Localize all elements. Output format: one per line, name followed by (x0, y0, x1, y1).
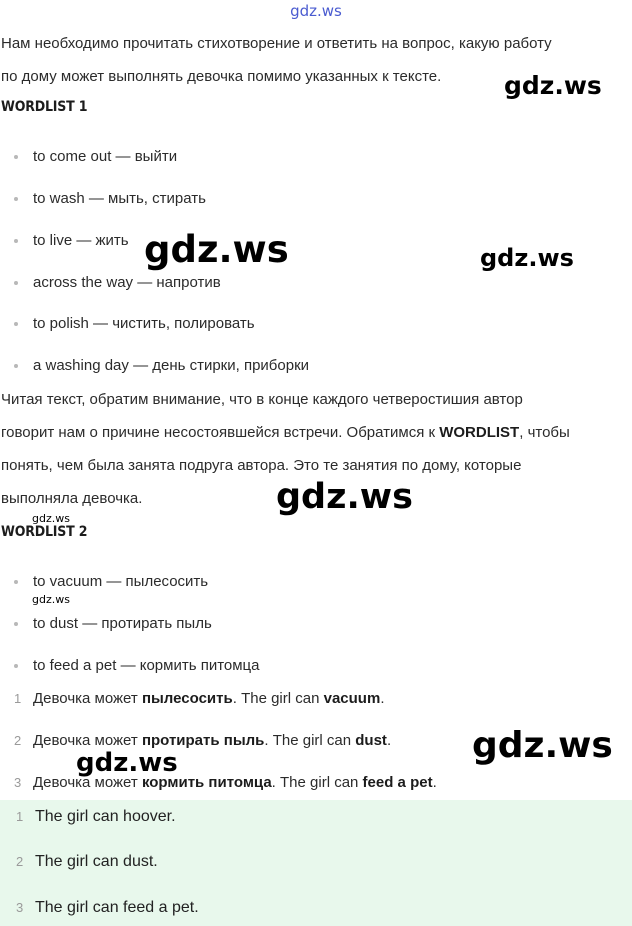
numbered-item (14, 732, 391, 749)
list-item (14, 573, 208, 590)
numbered-item (14, 690, 384, 707)
bullet-dot-icon (14, 239, 18, 243)
list-item-text: to dust — протирать пыль (33, 615, 212, 632)
list-item-text: across the way — напротив (33, 274, 221, 291)
list-item-text: to come out — выйти (33, 148, 178, 165)
bullet-dot-icon (14, 155, 18, 159)
answer-number: 3 (16, 900, 24, 915)
watermark: gdz.ws (504, 71, 602, 100)
list-item-text: a washing day — день стирки, приборки (33, 357, 310, 374)
bullet-dot-icon (14, 281, 18, 285)
wordlist-2-heading: WORDLIST 2 (1, 524, 88, 540)
middle-line-2 (1, 416, 631, 449)
watermark: gdz.ws (276, 477, 413, 517)
answer-number: 2 (16, 854, 24, 869)
answer-row (16, 853, 158, 871)
list-item-text: to feed a pet — кормить питомца (33, 657, 260, 674)
middle-line-3: понять, чем была занята подруга автора. Это те занятия по дому, которые (1, 457, 522, 474)
intro-line-2: по дому может выполнять девочка помимо указанных к тексте. (1, 68, 442, 85)
watermark-small: gdz.ws (32, 593, 70, 606)
answer-text: The girl can hoover. (35, 808, 176, 825)
item-number: 2 (14, 733, 22, 748)
list-item (14, 148, 177, 165)
middle-line-2-pre: говорит нам о причине несостоявшейся встречи. Обратимся к (1, 424, 440, 441)
answer-text: The girl can dust. (35, 853, 158, 870)
list-item (14, 274, 221, 291)
top-watermark: gdz.ws (290, 2, 342, 20)
middle-line-4: выполняла девочка. (1, 490, 143, 507)
watermark-small: gdz.ws (32, 512, 70, 525)
list-item (14, 190, 206, 207)
wordlist-1-heading: WORDLIST 1 (1, 99, 88, 115)
bullet-dot-icon (14, 197, 18, 201)
list-item-text: to vacuum — пылесосить (33, 573, 209, 590)
bullet-dot-icon (14, 664, 18, 668)
middle-line-1: Читая текст, обратим внимание, что в конце каждого четверостишия автор (1, 391, 523, 408)
item-text: Девочка может пылесосить. The girl can vacuum. (33, 690, 385, 707)
answer-text: The girl can feed a pet. (35, 899, 199, 916)
intro-line-1: Нам необходимо прочитать стихотворение и ответить на вопрос, какую работу (1, 35, 552, 52)
item-number: 1 (14, 691, 22, 706)
list-item-text: to polish — чистить, полировать (33, 315, 255, 332)
list-item (14, 232, 129, 249)
bullet-dot-icon (14, 322, 18, 326)
item-text: Девочка может протирать пыль. The girl can dust. (33, 732, 392, 749)
answer-row (16, 808, 176, 826)
watermark: gdz.ws (76, 748, 178, 778)
bullet-dot-icon (14, 580, 18, 584)
middle-line-2-post: , чтобы (519, 424, 570, 441)
list-item-text: to wash — мыть, стирать (33, 190, 206, 207)
list-item (14, 615, 212, 632)
list-item (14, 315, 255, 332)
bullet-dot-icon (14, 622, 18, 626)
bullet-dot-icon (14, 364, 18, 368)
item-text: Девочка может кормить питомца. The girl can feed a pet. (33, 774, 437, 791)
list-item-text: to live — жить (33, 232, 129, 249)
wordlist-reference: WORDLIST (439, 424, 520, 441)
watermark: gdz.ws (480, 244, 574, 272)
answer-number: 1 (16, 809, 24, 824)
answer-row (16, 899, 199, 917)
list-item (14, 357, 309, 374)
item-number: 3 (14, 775, 22, 790)
watermark: gdz.ws (144, 228, 289, 271)
list-item (14, 657, 260, 674)
watermark: gdz.ws (472, 725, 613, 766)
